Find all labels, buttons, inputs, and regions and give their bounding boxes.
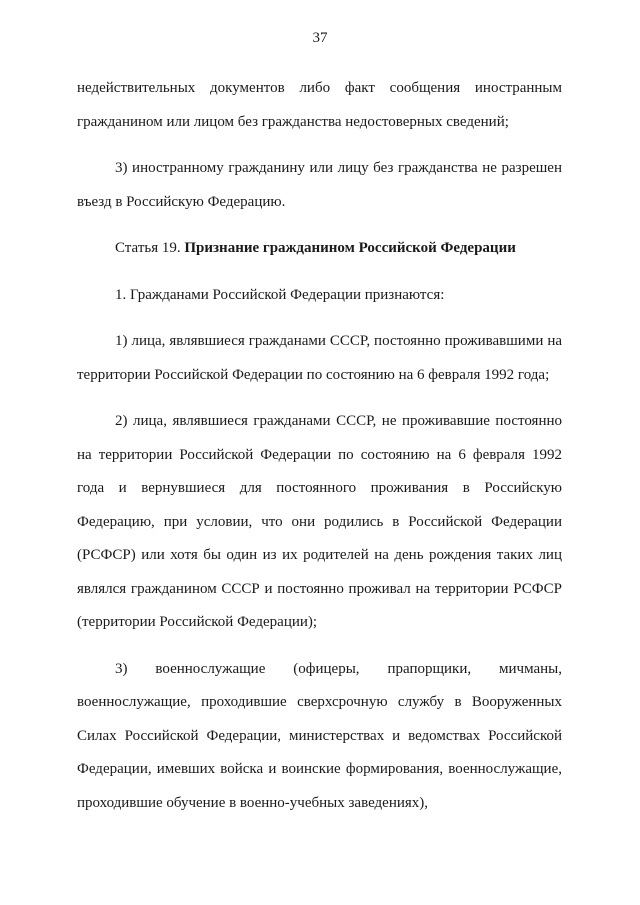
paragraph-subitem-1: 1) лица, являвшиеся гражданами СССР, постоянно проживавшими на территории Российской Федерации по состоянию на 6 февраля 1992 года; [77, 333, 562, 383]
paragraph-clause-1: 1. Гражданами Российской Федерации признаются: [115, 286, 445, 303]
document-body [77, 72, 562, 820]
paragraph-item-3: 3) иностранному гражданину или лицу без гражданства не разрешен въезд в Российскую Федерацию. [77, 160, 562, 210]
paragraph-subitem-3: 3) военнослужащие (офицеры, прапорщики, мичманы, военнослужащие, проходившие сверхсрочную службу в Вооруженных Силах Российской Федерации, министерствах и ведомствах Российской Федерации, имевших войска и воинские формирования, военнослужащие, проходившие обучение в военно-учебных заведениях), [77, 660, 562, 811]
article-title: Признание гражданином Российской Федерации [184, 240, 516, 256]
article-number: Статья 19. [115, 240, 185, 256]
paragraph-continuation: недействительных документов либо факт сообщения иностранным гражданином или лицом без гражданства недостоверных сведений; [77, 80, 562, 130]
paragraph-subitem-2: 2) лица, являвшиеся гражданами СССР, не проживавшие постоянно на территории Российской Федерации по состоянию на 6 февраля 1992 года и вернувшиеся для постоянного проживания в Российскую Федерацию, при условии, что они родились в Российской Федерации (РСФСР) или хотя бы один из их родителей на день рождения таких лиц являлся гражданином СССР и постоянно проживал на территории РСФСР (территории Российской Федерации); [77, 413, 562, 630]
page-number: 37 [312, 30, 328, 46]
article-heading [77, 232, 562, 266]
